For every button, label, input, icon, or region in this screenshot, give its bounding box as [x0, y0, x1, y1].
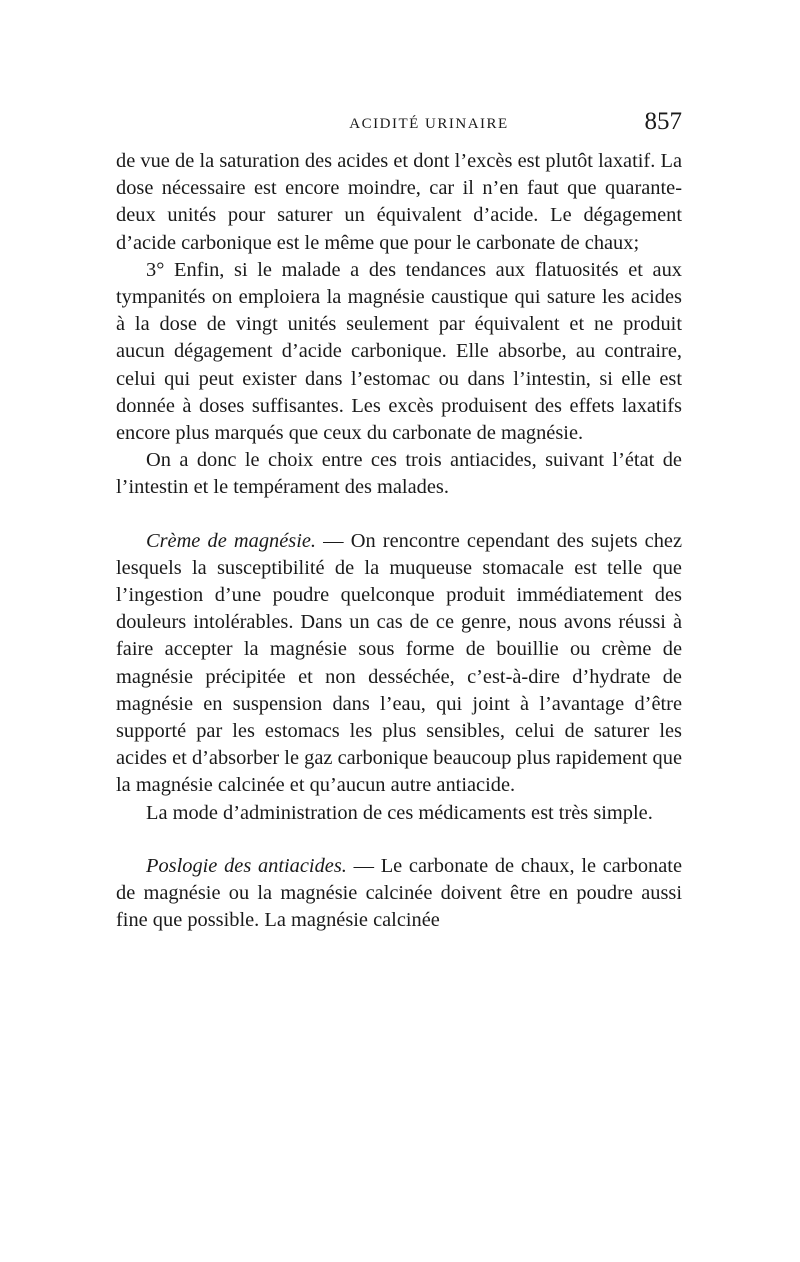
- section-text-posologie: — Le carbonate de chaux, le carbonate de magnésie ou la magnésie calcinée doivent être en poudre aussi fine que possible. La magnésie calcinée: [116, 854, 682, 932]
- running-header: [116, 108, 682, 148]
- section-creme-de-magnesie: [116, 528, 682, 800]
- book-page: [116, 108, 682, 934]
- section-text-creme: — On rencontre cependant des sujets chez lesquels la susceptibilité de la muqueuse stomacale est telle que l’ingestion d’une poudre quelconque produit immédiatement des douleurs intolérables. Dans un cas de ce genre, nous avons réussi à faire accepter la magnésie sous forme de bouillie ou crème de magnésie précipitée et non desséchée, c’est-à-dire d’hydrate de magnésie en suspension dans l’eau, qui joint à l’avantage d’être supporté par les estomacs les plus sensibles, celui de saturer les acides et d’absorber le gaz carbonique beaucoup plus rapidement que la magnésie calcinée et qu’aucun autre antiacide.: [116, 529, 682, 797]
- section-title-creme: Crème de magnésie.: [146, 529, 317, 552]
- section-posologie: [116, 853, 682, 935]
- paragraph-magnesie-caustique: 3° Enfin, si le malade a des tendances aux flatuosités et aux tympanités on emploiera la magnésie caustique qui sature les acides à la dose de vingt unités seulement par équivalent et ne produit aucun dégagement d’acide carbonique. Elle absorbe, au contraire, celui qui peut exister dans l’estomac ou dans l’intestin, si elle est donnée à doses suffisantes. Les excès produisent des effets laxatifs encore plus marqués que ceux du carbonate de magnésie.: [116, 258, 682, 445]
- paragraph-saturation: de vue de la saturation des acides et dont l’excès est plutôt laxatif. La dose nécessaire est encore moindre, car il n’en faut que quarante-deux unités pour saturer un équivalent d’acide. Le dégagement d’acide carbonique est le même que pour le carbonate de chaux;: [116, 150, 682, 254]
- page-number: 857: [644, 108, 682, 135]
- section-title-posologie: Poslogie des antiacides.: [146, 854, 347, 877]
- paragraph-mode-administration: La mode d’administration de ces médicaments est très simple.: [146, 801, 653, 824]
- running-title: ACIDITÉ URINAIRE: [349, 116, 509, 132]
- paragraph-choix-antiacides: On a donc le choix entre ces trois antiacides, suivant l’état de l’intestin et le tempérament des malades.: [116, 449, 682, 499]
